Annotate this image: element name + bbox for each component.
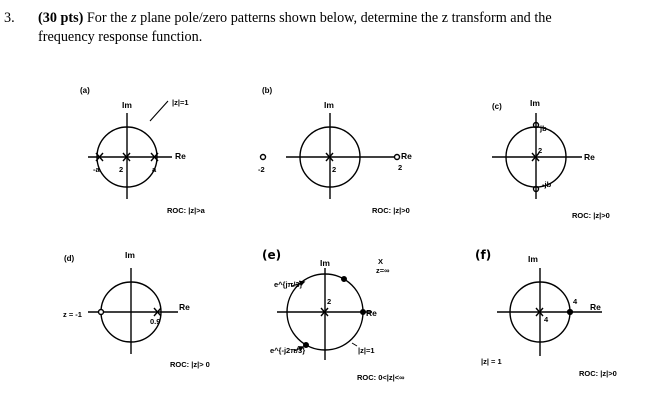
roc-a: ROC: |z|>a: [167, 206, 205, 215]
text-before-z: For the: [86, 10, 128, 26]
mark-e-lower: e^{-j2π/3}: [270, 346, 306, 355]
circle-leader-a: [150, 101, 168, 121]
im-label-d: Im: [125, 250, 135, 260]
diagram-f-label: (f): [475, 248, 492, 262]
circle-label-f: |z| = 1: [481, 357, 502, 366]
mark-b-center: 2: [332, 165, 337, 174]
mark-c-center: 2: [538, 146, 543, 155]
mark-b-left: -2: [258, 165, 265, 174]
re-label-e: Re: [366, 308, 377, 318]
zero-icon-f-right: [568, 310, 573, 315]
diagram-e-label: (e): [262, 248, 282, 262]
im-label-f: Im: [528, 254, 538, 264]
diagram-a-label: (a): [80, 86, 90, 95]
roc-b: ROC: |z|>0: [372, 206, 410, 215]
zero-icon-e-right: [361, 310, 366, 315]
zero-icon-b-right: [395, 155, 400, 160]
diagram-b: [261, 113, 403, 199]
mark-f-top: 4: [573, 297, 578, 306]
mark-e-center: 2: [327, 297, 332, 306]
re-label-a: Re: [175, 151, 186, 161]
mark-e-upper: e^{jπ/3}: [274, 280, 303, 289]
mark-b-right: 2: [398, 163, 403, 172]
diagram-c: [492, 113, 582, 199]
zero-icon-b-left: [261, 155, 266, 160]
circle-label-e: |z|=1: [358, 346, 375, 355]
far-pole-icon-e: X: [378, 257, 384, 266]
zero-icon-d: [99, 310, 104, 315]
roc-d: ROC: |z|> 0: [170, 360, 210, 369]
mark-e-infinity: z=∞: [376, 266, 390, 275]
z-variable: z: [131, 10, 137, 26]
text-mid: plane pole/zero patterns shown below, determine the z transform and the: [140, 10, 552, 26]
im-label-a: Im: [122, 100, 132, 110]
diagram-f: [497, 268, 602, 356]
mark-a-left: -a: [93, 165, 100, 174]
mark-c-bottom: -jb: [542, 180, 552, 189]
mark-a-right: a: [152, 165, 157, 174]
diagram-d-label: (d): [64, 254, 75, 263]
mark-d-pole: 0.9: [150, 317, 161, 326]
mark-c-top: jb: [540, 124, 547, 133]
re-label-c: Re: [584, 152, 595, 162]
roc-e: ROC: 0<|z|<∞: [357, 373, 405, 382]
problem-number: 3.: [4, 10, 15, 26]
diagram-b-label: (b): [262, 86, 273, 95]
im-label-c: Im: [530, 98, 540, 108]
roc-c: ROC: |z|>0: [572, 211, 610, 220]
problem-line-2: frequency response function.: [38, 29, 203, 45]
points: (30 pts): [38, 10, 84, 26]
diagram-d: [88, 268, 178, 354]
re-label-f: Re: [590, 302, 601, 312]
diagram-a: [88, 101, 172, 199]
mark-f-bottom: 4: [544, 315, 549, 324]
mark-a-two: 2: [119, 165, 124, 174]
circle-label-a: |z|=1: [172, 98, 189, 107]
circle-leader-e: [352, 343, 357, 346]
im-label-b: Im: [324, 100, 334, 110]
mark-d-left: z = -1: [63, 310, 82, 319]
roc-f: ROC: |z|>0: [579, 369, 617, 378]
im-label-e: Im: [320, 258, 330, 268]
re-label-d: Re: [179, 302, 190, 312]
zero-icon-e-upper: [342, 277, 347, 282]
diagram-c-label: (c): [492, 102, 502, 111]
re-label-b: Re: [401, 151, 412, 161]
